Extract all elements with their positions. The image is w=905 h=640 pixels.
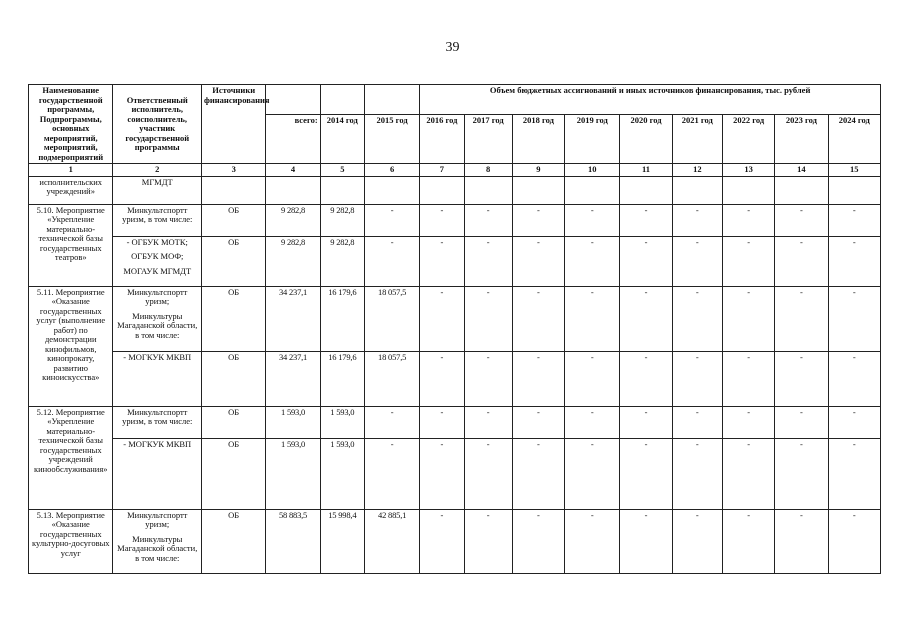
column-number: 10	[565, 164, 620, 177]
cell-year-value	[620, 176, 672, 204]
cell-2015: -	[364, 406, 419, 438]
header-year: 2014 год	[320, 115, 364, 164]
cell-source: ОБ	[202, 286, 266, 351]
cell-year-value	[775, 176, 828, 204]
cell-year-value: -	[775, 406, 828, 438]
cell-total: 1 593,0	[266, 406, 320, 438]
cell-source: ОБ	[202, 204, 266, 236]
executor-line: Минкультспортт уризм, в том числе:	[122, 204, 193, 224]
column-number: 1	[29, 164, 113, 177]
executor-line: - МОГКУК МКВП	[123, 351, 192, 362]
cell-2015: 42 885,1	[364, 509, 419, 573]
cell-year-value: -	[722, 509, 774, 573]
cell-year-value: -	[620, 438, 672, 509]
executor-line: - ОГБУК МОТК;	[126, 236, 188, 247]
cell-year-value: -	[512, 406, 564, 438]
table-row	[29, 176, 881, 204]
cell-2015: 18 057,5	[364, 286, 419, 351]
cell-year-value: -	[565, 351, 620, 406]
cell-year-value: -	[775, 204, 828, 236]
cell-year-value: -	[565, 438, 620, 509]
cell-year-value: -	[775, 286, 828, 351]
cell-2015: -	[364, 236, 419, 286]
cell-year-value: -	[775, 236, 828, 286]
column-number: 3	[202, 164, 266, 177]
cell-total: 58 883,5	[266, 509, 320, 573]
header-year: 2018 год	[512, 115, 564, 164]
cell-year-value: -	[565, 204, 620, 236]
cell-year-value	[420, 176, 464, 204]
cell-year-value: -	[565, 236, 620, 286]
cell-year-value: -	[565, 286, 620, 351]
header-year: 2023 год	[775, 115, 828, 164]
cell-year-value: -	[828, 351, 880, 406]
cell-year-value: -	[565, 509, 620, 573]
cell-year-value: -	[420, 406, 464, 438]
cell-year-value: -	[620, 204, 672, 236]
cell-executor	[113, 438, 202, 509]
cell-year-value: -	[620, 236, 672, 286]
header-year: 2017 год	[464, 115, 512, 164]
header-year: 2016 год	[420, 115, 464, 164]
column-number: 11	[620, 164, 672, 177]
cell-executor	[113, 509, 202, 573]
cell-year-value: -	[828, 204, 880, 236]
cell-year-value: -	[464, 236, 512, 286]
executor-line: Минкультспортт уризм, в том числе:	[122, 406, 193, 426]
cell-program-name: 5.11. Мероприятие «Оказание государственных услуг (выполнение работ) по демонстрации кинофильмов, кинопрокату, развитию киноискусства»	[29, 286, 113, 406]
cell-year-value	[828, 176, 880, 204]
cell-year-value: -	[722, 286, 774, 351]
header-2014-top	[320, 85, 364, 115]
cell-year-value: -	[828, 286, 880, 351]
cell-2014: 16 179,6	[320, 286, 364, 351]
cell-executor	[113, 204, 202, 236]
cell-year-value	[722, 176, 774, 204]
cell-total: 34 237,1	[266, 351, 320, 406]
cell-year-value: -	[620, 286, 672, 351]
cell-year-value	[565, 176, 620, 204]
executor-line: ОГБУК МОФ;	[131, 251, 184, 261]
cell-year-value: -	[620, 406, 672, 438]
cell-program-name: 5.13. Мероприятие «Оказание государственных культурно-досуговых услуг	[29, 509, 113, 573]
header-total: всего:	[266, 115, 320, 164]
cell-executor	[113, 236, 202, 286]
cell-year-value: -	[464, 351, 512, 406]
header-year: 2021 год	[672, 115, 722, 164]
cell-2014: 9 282,8	[320, 204, 364, 236]
cell-year-value: -	[672, 406, 722, 438]
cell-total: 1 593,0	[266, 438, 320, 509]
cell-year-value: -	[672, 236, 722, 286]
header-year: 2022 год	[722, 115, 774, 164]
cell-year-value: -	[512, 438, 564, 509]
header-volume-group: Объем бюджетных ассигнований и иных источников финансирования, тыс. рублей	[420, 85, 881, 115]
header-source: Источники финансирования	[202, 85, 266, 164]
cell-year-value: -	[775, 351, 828, 406]
executor-line: Минкультуры Магаданской области, в том числе:	[117, 533, 198, 563]
table-row	[29, 406, 881, 438]
cell-2015: -	[364, 204, 419, 236]
column-number: 2	[113, 164, 202, 177]
header-year: 2020 год	[620, 115, 672, 164]
cell-source	[202, 176, 266, 204]
column-number: 8	[464, 164, 512, 177]
header-year: 2019 год	[565, 115, 620, 164]
column-number: 15	[828, 164, 880, 177]
header-total-top	[266, 85, 320, 115]
cell-year-value: -	[420, 438, 464, 509]
cell-source: ОБ	[202, 509, 266, 573]
executor-line: Минкультуры Магаданской области, в том числе:	[117, 310, 198, 340]
cell-year-value	[464, 176, 512, 204]
cell-year-value: -	[420, 204, 464, 236]
cell-2014: 15 998,4	[320, 509, 364, 573]
cell-source: ОБ	[202, 236, 266, 286]
cell-total: 9 282,8	[266, 236, 320, 286]
cell-year-value: -	[722, 351, 774, 406]
cell-2015	[364, 176, 419, 204]
cell-total	[266, 176, 320, 204]
cell-year-value: -	[565, 406, 620, 438]
table-body	[29, 176, 881, 573]
cell-program-name: исполнительских учреждений»	[29, 176, 113, 204]
cell-year-value: -	[672, 204, 722, 236]
cell-2014: 16 179,6	[320, 351, 364, 406]
cell-year-value: -	[722, 406, 774, 438]
cell-year-value: -	[672, 438, 722, 509]
cell-executor	[113, 406, 202, 438]
table-row	[29, 236, 881, 286]
cell-year-value: -	[672, 286, 722, 351]
column-number: 5	[320, 164, 364, 177]
cell-year-value: -	[512, 286, 564, 351]
cell-year-value: -	[828, 438, 880, 509]
cell-year-value: -	[420, 509, 464, 573]
cell-2015: -	[364, 438, 419, 509]
column-number: 7	[420, 164, 464, 177]
column-number: 4	[266, 164, 320, 177]
cell-year-value: -	[828, 236, 880, 286]
cell-year-value: -	[620, 351, 672, 406]
cell-2014: 1 593,0	[320, 406, 364, 438]
cell-year-value: -	[512, 351, 564, 406]
cell-year-value: -	[512, 509, 564, 573]
cell-total: 9 282,8	[266, 204, 320, 236]
cell-executor	[113, 351, 202, 406]
column-number: 12	[672, 164, 722, 177]
cell-year-value	[672, 176, 722, 204]
table-row	[29, 286, 881, 351]
cell-year-value: -	[464, 204, 512, 236]
table-row	[29, 204, 881, 236]
cell-year-value: -	[420, 351, 464, 406]
table-row	[29, 351, 881, 406]
executor-line: МГМДТ	[141, 176, 173, 187]
header-executor: Ответственный исполнитель, соисполнитель, участник государственной программы	[113, 85, 202, 164]
executor-line: Минкультспортт уризм;	[127, 286, 188, 306]
column-number: 14	[775, 164, 828, 177]
cell-year-value: -	[722, 204, 774, 236]
table-row	[29, 438, 881, 509]
executor-line: - МОГКУК МКВП	[123, 438, 192, 449]
cell-year-value: -	[620, 509, 672, 573]
header-year: 2024 год	[828, 115, 880, 164]
budget-table	[28, 84, 881, 574]
executor-line: Минкультспортт уризм;	[127, 509, 188, 529]
cell-year-value: -	[828, 509, 880, 573]
cell-executor	[113, 176, 202, 204]
cell-2014	[320, 176, 364, 204]
cell-year-value: -	[512, 236, 564, 286]
cell-year-value: -	[722, 236, 774, 286]
cell-year-value: -	[775, 509, 828, 573]
cell-program-name: 5.10. Мероприятие «Укрепление материально-технической базы государственных театров»	[29, 204, 113, 286]
cell-source: ОБ	[202, 406, 266, 438]
column-number-row	[29, 164, 881, 177]
cell-year-value: -	[464, 438, 512, 509]
cell-year-value	[512, 176, 564, 204]
cell-2014: 9 282,8	[320, 236, 364, 286]
column-number: 6	[364, 164, 419, 177]
cell-executor	[113, 286, 202, 351]
header-name: Наименование государственной программы, Подпрограммы, основных мероприятий, мероприятий, подмероприятий	[29, 85, 113, 164]
cell-year-value: -	[512, 204, 564, 236]
cell-year-value: -	[775, 438, 828, 509]
page-number: 39	[445, 40, 460, 55]
cell-2014: 1 593,0	[320, 438, 364, 509]
executor-line: МОГАУК МГМДТ	[123, 265, 192, 276]
column-number: 13	[722, 164, 774, 177]
cell-year-value: -	[420, 236, 464, 286]
cell-source: ОБ	[202, 351, 266, 406]
cell-year-value: -	[828, 406, 880, 438]
header-year: 2015 год	[364, 115, 419, 164]
cell-year-value: -	[464, 509, 512, 573]
cell-year-value: -	[672, 351, 722, 406]
column-number: 9	[512, 164, 564, 177]
cell-year-value: -	[672, 509, 722, 573]
cell-total: 34 237,1	[266, 286, 320, 351]
header-2015-top	[364, 85, 419, 115]
table-row	[29, 509, 881, 573]
cell-year-value: -	[464, 286, 512, 351]
cell-year-value: -	[464, 406, 512, 438]
cell-source: ОБ	[202, 438, 266, 509]
cell-year-value: -	[420, 286, 464, 351]
cell-year-value: -	[722, 438, 774, 509]
cell-2015: 18 057,5	[364, 351, 419, 406]
cell-program-name: 5.12. Мероприятие «Укрепление материально-технической базы государственных учреждений кинообслуживания»	[29, 406, 113, 509]
